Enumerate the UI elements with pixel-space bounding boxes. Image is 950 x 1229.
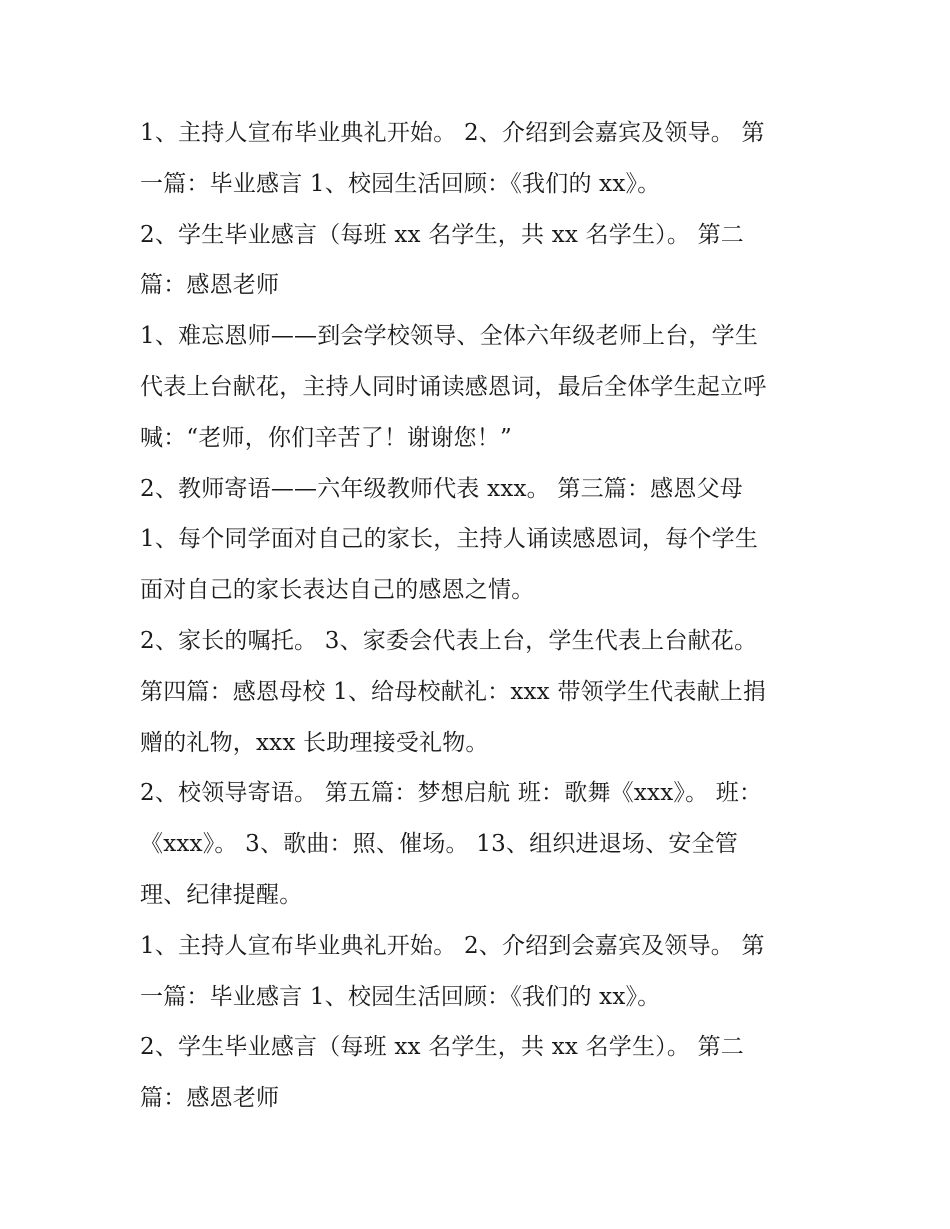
text-line: 2、学生毕业感言（每班 xx 名学生，共 xx 名学生）。 第二	[140, 1034, 744, 1061]
text-line: 篇：感恩老师	[140, 1085, 280, 1112]
text-line: 《xxx》。 3、歌曲：照、催场。 13、组织进退场、安全管	[140, 831, 738, 858]
text-line: 理、纪律提醒。	[140, 881, 303, 908]
text-line: 2、学生毕业感言（每班 xx 名学生，共 xx 名学生）。 第二	[140, 221, 744, 248]
text-line: 1、每个同学面对自己的家长，主持人诵读感恩词，每个学生	[140, 526, 759, 553]
text-line: 一篇：毕业感言 1、校园生活回顾：《我们的 xx》。	[140, 983, 661, 1010]
text-line: 喊：“老师，你们辛苦了！谢谢您！”	[140, 424, 512, 451]
text-line: 代表上台献花，主持人同时诵读感恩词，最后全体学生起立呼	[140, 373, 767, 400]
text-line: 面对自己的家长表达自己的感恩之情。	[140, 577, 535, 604]
text-line: 1、主持人宣布毕业典礼开始。 2、介绍到会嘉宾及领导。 第	[140, 120, 765, 146]
text-line: 赠的礼物，xxx 长助理接受礼物。	[140, 729, 489, 756]
text-line: 2、家长的嘱托。 3、家委会代表上台，学生代表上台献花。	[140, 627, 758, 654]
text-line: 1、难忘恩师——到会学校领导、全体六年级老师上台，学生	[140, 323, 759, 350]
text-line: 1、主持人宣布毕业典礼开始。 2、介绍到会嘉宾及领导。 第	[140, 932, 765, 959]
text-line: 第四篇：感恩母校 1、给母校献礼：xxx 带领学生代表献上捐	[140, 678, 767, 705]
text-line: 一篇：毕业感言 1、校园生活回顾：《我们的 xx》。	[140, 170, 661, 197]
text-line: 2、教师寄语——六年级教师代表 xxx。 第三篇：感恩父母	[140, 475, 743, 502]
document-body	[140, 108, 820, 1124]
text-line: 2、校领导寄语。 第五篇：梦想启航 班：歌舞《xxx》。 班：	[140, 780, 763, 807]
text-line: 篇：感恩老师	[140, 272, 280, 299]
